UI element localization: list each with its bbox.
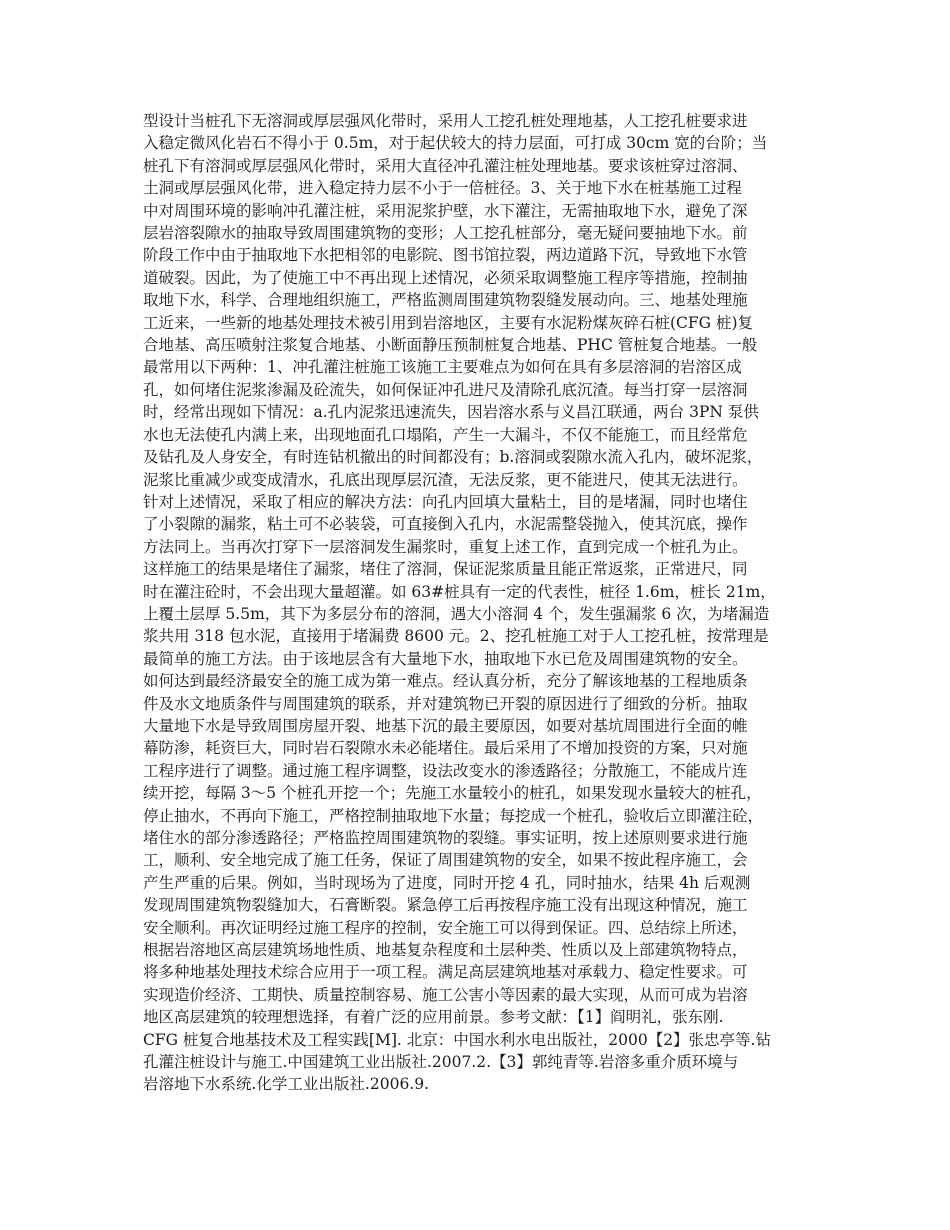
text-line: 实现造价经济、工期快、质量控制容易、施工公害小等因素的最大实现，从而可成为岩溶	[143, 985, 748, 1004]
text-line: 道破裂。因此，为了使施工中不再出现上述情况，必须采取调整施工程序等措施，控制抽	[143, 268, 748, 287]
text-line: 中对周围环境的影响冲孔灌注桩，采用泥浆护壁，水下灌注，无需抽取地下水，避免了深	[143, 201, 748, 220]
text-line: 工，顺利、安全地完成了施工任务，保证了周围建筑物的安全，如果不按此程序施工，会	[143, 851, 748, 870]
text-line: 土洞或厚层强风化带，进入稳定持力层不小于一倍桩径。3、关于地下水在桩基施工过程	[143, 179, 742, 198]
text-line: 如何达到最经济最安全的施工成为第一难点。经认真分析，充分了解该地基的工程地质条	[143, 672, 748, 691]
text-line: 这样施工的结果是堵住了漏浆，堵住了溶洞，保证泥浆质量且能正常返浆，正常进尺，同	[143, 560, 748, 579]
text-line: 续开挖，每隔 3～5 个桩孔开挖一个；先施工水量较小的桩孔，如果发现水量较大的桩孔，	[143, 784, 762, 803]
text-line: 最常用以下两种：1、冲孔灌注桩施工该施工主要难点为如何在具有多层溶洞的岩溶区成	[143, 358, 742, 377]
text-line: 泥浆比重减少或变成清水，孔底出现厚层沉渣，无法反浆，更不能进尺，使其无法进行。	[143, 470, 748, 489]
text-line: 型设计当桩孔下无溶洞或厚层强风化带时，采用人工挖孔桩处理地基，人工挖孔桩要求进	[143, 112, 748, 130]
text-line: 孔灌注桩设计与施工.中国建筑工业出版社.2007.2.【3】郭纯青等.岩溶多重介质环境与	[143, 1053, 739, 1072]
text-line: 时在灌注砼时，不会出现大量超灌。如 63#桩具有一定的代表性，桩径 1.6m，桩长 21m，	[143, 582, 776, 601]
text-line: 安全顺利。再次证明经过施工程序的控制，安全施工可以得到保证。四、总结综上所述，	[143, 918, 748, 937]
text-line: 将多种地基处理技术综合应用于一项工程。满足高层建筑地基对承载力、稳定性要求。可	[143, 963, 748, 982]
text-line: 了小裂隙的漏浆，粘土可不必装袋，可直接倒入孔内，水泥需整袋抛入，使其沉底，操作	[143, 515, 748, 534]
text-line: 件及水文地质条件与周围建筑的联系，并对建筑物已开裂的原因进行了细致的分析。抽取	[143, 694, 748, 713]
text-line: 产生严重的后果。例如，当时现场为了进度，同时开挖 4 孔，同时抽水，结果 4h 后观测	[143, 873, 751, 892]
text-line: 孔，如何堵住泥浆渗漏及砼流失，如何保证冲孔进尺及清除孔底沉渣。每当打穿一层溶洞	[143, 380, 748, 399]
body-text	[143, 110, 811, 1096]
text-line: 层岩溶裂隙水的抽取导致周围建筑物的变形；人工挖孔桩部分，毫无疑问要抽地下水。前	[143, 224, 748, 243]
text-line: 根据岩溶地区高层建筑场地性质、地基复杂程度和土层种类、性质以及上部建筑物特点，	[143, 941, 748, 960]
text-line: 发现周围建筑物裂缝加大，石膏断裂。紧急停工后再按程序施工没有出现这种情况，施工	[143, 896, 748, 915]
text-line: 地区高层建筑的较理想选择，有着广泛的应用前景。参考文献：【1】阎明礼，张东刚.	[143, 1008, 724, 1027]
text-line: 合地基、高压喷射注浆复合地基、小断面静压预制桩复合地基、PHC 管桩复合地基。一般	[143, 336, 758, 355]
text-line: 工程序进行了调整。通过施工程序调整，设法改变水的渗透路径；分散施工，不能成片连	[143, 761, 748, 780]
text-line: 及钻孔及人身安全，有时连钻机撤出的时间都没有；b.溶洞或裂隙水流入孔内，破坏泥浆，	[143, 448, 763, 467]
text-line: 阶段工作中由于抽取地下水把相邻的电影院、图书馆拉裂，两边道路下沉，导致地下水管	[143, 246, 748, 265]
text-line: CFG 桩复合地基技术及工程实践[M]. 北京：中国水利水电出版社，2000【2】张忠亭等.钻	[143, 1030, 771, 1049]
text-line: 桩孔下有溶洞或厚层强风化带时，采用大直径冲孔灌注桩处理地基。要求该桩穿过溶洞、	[143, 156, 748, 175]
text-line: 水也无法使孔内满上来，出现地面孔口塌陷，产生一大漏斗，不仅不能施工，而且经常危	[143, 425, 748, 444]
text-line: 停止抽水，不再向下施工，严格控制抽取地下水量；每挖成一个桩孔，验收后立即灌注砼，	[143, 806, 764, 825]
text-line: 幕防渗，耗资巨大，同时岩石裂隙水未必能堵住。最后采用了不增加投资的方案，只对施	[143, 739, 748, 758]
text-line: 工近来，一些新的地基处理技术被引用到岩溶地区，主要有水泥粉煤灰碎石桩(CFG 桩)复	[143, 313, 754, 332]
text-line: 取地下水，科学、合理地组织施工，严格监测周围建筑物裂缝发展动向。三、地基处理施	[143, 291, 748, 310]
text-line: 针对上述情况，采取了相应的解决方法：向孔内回填大量粘土，目的是堵漏，同时也堵住	[143, 492, 748, 511]
text-line: 最简单的施工方法。由于该地层含有大量地下水，抽取地下水已危及周围建筑物的安全。	[143, 649, 748, 668]
text-line: 浆共用 318 包水泥，直接用于堵漏费 8600 元。2、挖孔桩施工对于人工挖孔桩，按常理是	[143, 627, 769, 646]
text-line: 堵住水的部分渗透路径；严格监控周围建筑物的裂缝。事实证明，按上述原则要求进行施	[143, 829, 748, 847]
text-line: 时，经常出现如下情况：a.孔内泥浆迅速流失，因岩溶水系与义昌江联通，两台 3PN 泵供	[143, 403, 759, 422]
text-line: 岩溶地下水系统.化学工业出版社.2006.9.	[143, 1075, 430, 1094]
text-line: 入稳定微风化岩石不得小于 0.5m，对于起伏较大的持力层面，可打成 30cm 宽的台阶；当	[143, 134, 768, 153]
text-line: 大量地下水是导致周围房屋开裂、地基下沉的最主要原因，如要对基坑周围进行全面的帷	[143, 716, 748, 735]
text-line: 上覆土层厚 5.5m，其下为多层分布的溶洞，遇大小溶洞 4 个，发生强漏浆 6 次，为堵漏造	[143, 604, 770, 623]
text-line: 方法同上。当再次打穿下一层溶洞发生漏浆时，重复上述工作，直到完成一个桩孔为止。	[143, 537, 748, 556]
